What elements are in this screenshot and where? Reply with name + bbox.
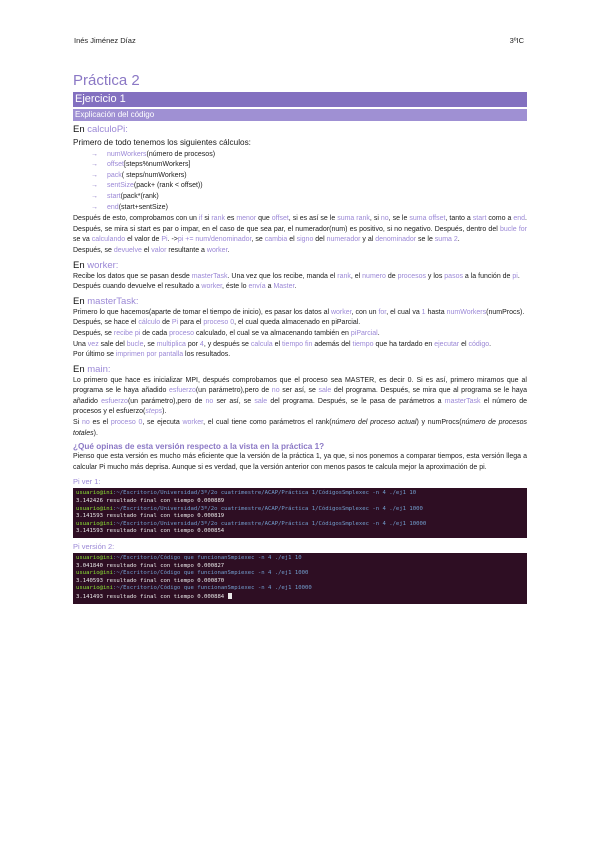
text-run: el valor de <box>125 236 162 244</box>
calculation-item <box>91 181 527 192</box>
highlighted-term: recibe pi <box>113 329 141 337</box>
terminal-line <box>76 555 524 563</box>
highlighted-term: bucle <box>126 340 144 348</box>
variable-formula: (número de procesos) <box>146 150 216 158</box>
text-run: el <box>459 340 469 348</box>
text-run: de <box>385 272 398 280</box>
highlighted-term: calculando <box>91 236 126 244</box>
highlighted-term: offset <box>271 215 289 223</box>
text-run: del <box>313 236 327 244</box>
highlighted-term: menor <box>236 215 257 223</box>
highlighted-term: proceso <box>169 329 195 337</box>
highlighted-term: worker <box>206 246 228 254</box>
cursor-icon <box>228 593 232 599</box>
heading-prefix: En <box>73 124 88 135</box>
text-run: . <box>517 272 520 280</box>
prompt-user: usuario@ini <box>76 585 114 592</box>
worker-paragraph-2 <box>73 282 527 293</box>
highlighted-term: numero <box>362 272 386 280</box>
subsection-heading: Explicación del código <box>73 109 527 121</box>
prompt-user: usuario@ini <box>76 505 114 512</box>
text-run: el <box>141 246 152 254</box>
highlighted-term: worker <box>201 283 223 291</box>
text-run: Por último se <box>73 351 116 359</box>
text-run: se le <box>416 236 435 244</box>
terminal1-caption: Pi ver 1: <box>73 477 101 487</box>
terminal2-caption: Pi versión 2: <box>73 542 115 551</box>
highlighted-term: if <box>198 215 203 223</box>
text-run: ). <box>93 429 98 437</box>
heading-name: masterTask: <box>87 295 139 307</box>
highlighted-term: end <box>513 215 526 223</box>
text-run: , el cual tiene como parámetros el rank( <box>203 419 332 427</box>
highlighted-term: no <box>380 215 389 223</box>
text-run: . <box>227 246 230 254</box>
terminal-line <box>76 528 524 536</box>
text-run: ). <box>162 408 167 416</box>
text-run: como a <box>486 215 514 223</box>
prompt-command: :~/Escritorio/Universidad/3º/2o cuatrimestre/ACAP/Práctica 1/CódigosSmplexec -n 4 ./ej1 1000 <box>113 505 423 512</box>
header-author: Inés Jiménez Díaz <box>74 36 136 45</box>
highlighted-term: suma rank <box>337 215 370 223</box>
arrow-right-icon: → <box>91 182 98 190</box>
master-paragraph-3 <box>73 329 527 340</box>
calculation-list <box>73 150 527 214</box>
prompt-command: :~/Escritorio/Código que funcionanSmpiexec -n 4 ./ej1 10 <box>113 555 302 561</box>
command-output: 3.142426 resultado final con tiempo 0.000889 <box>76 498 225 505</box>
text-run: , se <box>143 340 157 348</box>
highlighted-term: worker <box>182 419 204 427</box>
text-run: número del proceso actual <box>331 419 417 427</box>
text-run: ser así, se <box>213 397 255 405</box>
highlighted-term: rank <box>337 272 351 280</box>
prompt-command: :~/Escritorio/Código que funcionanSmpiexec -n 4 ./ej1 1000 <box>113 570 309 577</box>
text-run: Recibe los datos que se pasan desde <box>73 272 192 280</box>
text-run: que <box>256 215 272 223</box>
highlighted-term: no <box>271 387 280 395</box>
heading-mastertask <box>73 296 527 308</box>
highlighted-term: vez <box>87 340 99 348</box>
command-output: 3.141593 resultado final con tiempo 0.000819 <box>76 513 225 520</box>
terminal-line <box>76 570 524 578</box>
text-run: número de procesos totales <box>73 419 528 437</box>
highlighted-term: rank <box>211 215 225 223</box>
text-run: Si <box>73 419 82 427</box>
highlighted-term: for <box>378 308 387 316</box>
highlighted-term: worker <box>330 308 352 316</box>
highlighted-term: ejecutar <box>434 340 460 348</box>
text-run: Después de esto, comprobamos con un <box>73 215 199 223</box>
text-run: , si <box>369 215 381 223</box>
text-run: , el cual va <box>386 308 422 316</box>
variable-formula: (pack*(rank) <box>120 192 159 200</box>
highlighted-term: no <box>205 397 214 405</box>
terminal-screenshot-1 <box>73 488 527 538</box>
text-run: los resultados. <box>183 351 231 359</box>
highlighted-term: numerador <box>326 236 361 244</box>
text-run: a <box>265 283 274 291</box>
highlighted-term: numWorkers <box>446 308 487 316</box>
highlighted-term: sale <box>254 397 268 405</box>
master-paragraph-1 <box>73 308 527 319</box>
text-run: (un parámetro),pero de <box>195 387 272 395</box>
arrow-right-icon: → <box>91 150 98 158</box>
terminal-line <box>76 585 524 593</box>
highlighted-term: tiempo <box>352 340 374 348</box>
text-run: y los <box>425 272 445 280</box>
main-paragraph-1 <box>73 376 527 418</box>
arrow-right-icon: → <box>91 161 98 169</box>
highlighted-term: proceso 0 <box>110 419 143 427</box>
text-run: calculado, el cual se va almacenando también en <box>194 329 351 337</box>
text-run: resultante a <box>166 246 207 254</box>
highlighted-term: suma offset <box>409 215 446 223</box>
question-title: ¿Qué opinas de esta versión respecto a la vista en la práctica 1? <box>73 442 325 452</box>
text-run: (un parámetro),pero de <box>127 397 206 405</box>
variable-name: end <box>107 203 119 211</box>
text-run: y al <box>360 236 376 244</box>
text-run: ) y numProcs( <box>416 419 462 427</box>
terminal-line <box>76 498 524 506</box>
variable-name: offset <box>107 161 124 169</box>
arrow-right-icon: → <box>91 192 98 200</box>
highlighted-term: no <box>81 419 90 427</box>
highlighted-term: esfuerzo <box>168 387 196 395</box>
terminal-line <box>76 513 524 521</box>
heading-prefix: En <box>73 259 88 271</box>
terminal-line <box>76 490 524 498</box>
text-run: es <box>224 215 237 223</box>
highlighted-term: Pi <box>171 319 179 327</box>
text-run: de <box>160 319 172 327</box>
highlighted-term: esfuerzo <box>101 397 128 405</box>
highlighted-term: start <box>472 215 487 223</box>
text-run: para el <box>178 319 204 327</box>
prompt-user: usuario@ini <box>76 520 114 527</box>
heading-name: main: <box>87 363 111 375</box>
text-run: el <box>272 340 283 348</box>
text-run: . Después, se mira si start es par o impar, en el caso de que sea par, el numerador(num) es positivo, si no negativo. Después, dentro del <box>73 215 527 233</box>
calculation-item <box>91 192 527 203</box>
text-run: sale del <box>98 340 127 348</box>
highlighted-term: 4 <box>199 340 204 348</box>
variable-formula: (pack+ (rank < offset)) <box>133 182 203 190</box>
main-paragraph-2 <box>73 418 527 439</box>
highlighted-term: steps <box>145 408 163 416</box>
master-paragraph-5 <box>73 350 527 361</box>
highlighted-term: procesos <box>397 272 426 280</box>
text-run: el <box>287 236 297 244</box>
highlighted-term: bucle for <box>499 225 527 233</box>
text-run: por <box>185 340 200 348</box>
heading-calculopi <box>73 124 527 136</box>
highlighted-term: imprimen por pantalla <box>115 351 184 359</box>
highlighted-term: valor <box>151 246 167 254</box>
terminal-line <box>76 506 524 514</box>
doc-title: Práctica 2 <box>73 72 140 89</box>
calculation-item <box>91 160 527 171</box>
terminal-line <box>76 593 524 602</box>
arrow-right-icon: → <box>91 203 98 211</box>
highlighted-term: calcula <box>250 340 273 348</box>
prompt-command: :~/Escritorio/Universidad/3º/2o cuatrimestre/ACAP/Práctica 1/CódigosSmplexec -n 4 ./ej1 10 <box>113 490 417 497</box>
variable-formula: [steps%numWorkers] <box>124 161 191 169</box>
text-run: Lo primero que hace es inicializar MPI, después comprobamos que el proceso sea MASTER, es decir 0. Si es así, primero miramos que al programa se le haya añadido <box>73 376 527 395</box>
text-run: (numProcs). <box>486 308 525 316</box>
variable-name: numWorkers <box>107 150 147 158</box>
header-group: 3ºIC <box>509 36 524 45</box>
prompt-command: :~/Escritorio/Universidad/3º/2o cuatrimestre/ACAP/Práctica 1/CódigosSmplexec -n 4 ./ej1 10000 <box>113 520 427 527</box>
text-run: del programa. Después, se mira que al programa se le haya añadido <box>73 387 528 405</box>
text-run: , éste lo <box>222 283 249 291</box>
calculo-paragraph-1 <box>73 214 527 246</box>
text-run: el número de procesos y el esfuerzo( <box>73 397 527 416</box>
command-output: 3.140593 resultado final con tiempo 0.000870 <box>76 577 225 584</box>
text-run: hasta <box>425 308 447 316</box>
prompt-user: usuario@ini <box>76 555 114 561</box>
text-run: Después, se <box>73 329 114 337</box>
highlighted-term: sale <box>318 387 332 395</box>
text-run: que ha tardado en <box>373 340 435 348</box>
text-run: , tanto a <box>445 215 473 223</box>
text-run: Primero lo que hacemos(aparte de tomar el tiempo de inicio), es pasar los datos al <box>73 308 331 316</box>
highlighted-term: código <box>468 340 490 348</box>
calculation-item <box>91 150 527 161</box>
highlighted-term: cambia <box>264 236 288 244</box>
text-run: Después cuando devuelve el resultado a <box>73 283 202 291</box>
text-run: además del <box>312 340 353 348</box>
highlighted-term: masterTask <box>191 272 228 280</box>
variable-name: pack <box>107 171 122 179</box>
terminal-line <box>76 521 524 529</box>
master-paragraph-4 <box>73 340 527 351</box>
highlighted-term: 1 <box>421 308 426 316</box>
heading-main <box>73 364 527 376</box>
highlighted-term: pasos <box>444 272 463 280</box>
variable-name: start <box>107 192 121 200</box>
prompt-user: usuario@ini <box>76 570 114 577</box>
command-output: 3.041840 resultado final con tiempo 0.000827 <box>76 562 225 569</box>
text-run: . <box>457 236 460 244</box>
text-run: . <box>489 340 492 348</box>
command-output: 3.141493 resultado final con tiempo 0.000884 <box>76 593 225 600</box>
text-run: , si es así se le <box>288 215 338 223</box>
calculation-item <box>91 171 527 182</box>
highlighted-term: envía <box>248 283 266 291</box>
highlighted-term: pi <box>512 272 518 280</box>
text-run: , se le <box>388 215 410 223</box>
text-run: , y después se <box>203 340 251 348</box>
highlighted-term: Master <box>273 283 295 291</box>
text-run: ser así, se <box>279 387 319 395</box>
arrow-right-icon: → <box>91 171 98 179</box>
heading-worker <box>73 260 527 272</box>
command-output: 3.141593 resultado final con tiempo 0.000854 <box>76 528 225 535</box>
text-run: Una <box>73 340 88 348</box>
text-run: . Una vez que los recibe, manda el <box>227 272 338 280</box>
highlighted-term: tiempo fin <box>282 340 313 348</box>
heading-name: calculoPi: <box>87 124 128 135</box>
text-run: , se ejecuta <box>142 419 183 427</box>
calculo-paragraph-2 <box>73 246 527 257</box>
variable-formula: ( steps/numWorkers) <box>121 171 187 179</box>
document-body <box>73 72 527 604</box>
text-run: si <box>202 215 212 223</box>
highlighted-term: multiplica <box>156 340 186 348</box>
text-run: . -> <box>167 236 178 244</box>
master-paragraph-2 <box>73 318 527 329</box>
calculo-lead: Primero de todo tenemos los siguientes cálculos: <box>73 138 251 147</box>
prompt-command: :~/Escritorio/Código que funcionanSmpiexec -n 4 ./ej1 10000 <box>113 585 312 592</box>
text-run: de cada <box>140 329 170 337</box>
highlighted-term: devuelve <box>113 246 142 254</box>
highlighted-term: Pi <box>161 236 168 244</box>
section-heading: Ejercicio 1 <box>73 92 527 107</box>
variable-name: sentSize <box>107 182 134 190</box>
variable-formula: (start+sentSize) <box>118 203 168 211</box>
calculation-item <box>91 203 527 214</box>
text-run: , el cual queda almacenado en piParcial. <box>234 319 361 327</box>
prompt-user: usuario@ini <box>76 490 114 497</box>
highlighted-term: masterTask <box>444 397 481 405</box>
heading-name: worker: <box>87 259 119 271</box>
text-run: . <box>294 283 297 291</box>
text-run: , el <box>350 272 363 280</box>
highlighted-term: cálculo <box>138 319 161 327</box>
highlighted-term: suma 2 <box>434 236 458 244</box>
text-run: , con un <box>351 308 379 316</box>
text-run: a la función de <box>462 272 513 280</box>
text-run: Después, se <box>73 246 114 254</box>
question-answer: Pienso que esta versión es mucho más eficiente que la versión de la práctica 1, ya que, si nos ponemos a comparar tiempos, esta versión llega a calcular Pi mucho más deprisa. Aunque si es verdad, que la versión anterior con menos pasos te calcula mejor la aproximación de pi. <box>73 453 527 471</box>
highlighted-term: pi += num/denominador <box>177 236 252 244</box>
highlighted-term: piParcial <box>350 329 378 337</box>
highlighted-term: proceso 0 <box>203 319 235 327</box>
text-run: del programa. Después, se le pasa de parámetros a <box>267 397 445 405</box>
highlighted-term: signo <box>296 236 314 244</box>
text-run: , se <box>251 236 265 244</box>
text-run: . <box>377 329 380 337</box>
text-run: es el <box>89 419 111 427</box>
terminal-screenshot-2 <box>73 553 527 604</box>
heading-prefix: En <box>73 295 88 307</box>
heading-prefix: En <box>73 363 88 375</box>
text-run: se va <box>73 236 92 244</box>
text-run: Después, se hace el <box>73 319 139 327</box>
highlighted-term: denominador <box>375 236 417 244</box>
worker-paragraph-1 <box>73 272 527 283</box>
